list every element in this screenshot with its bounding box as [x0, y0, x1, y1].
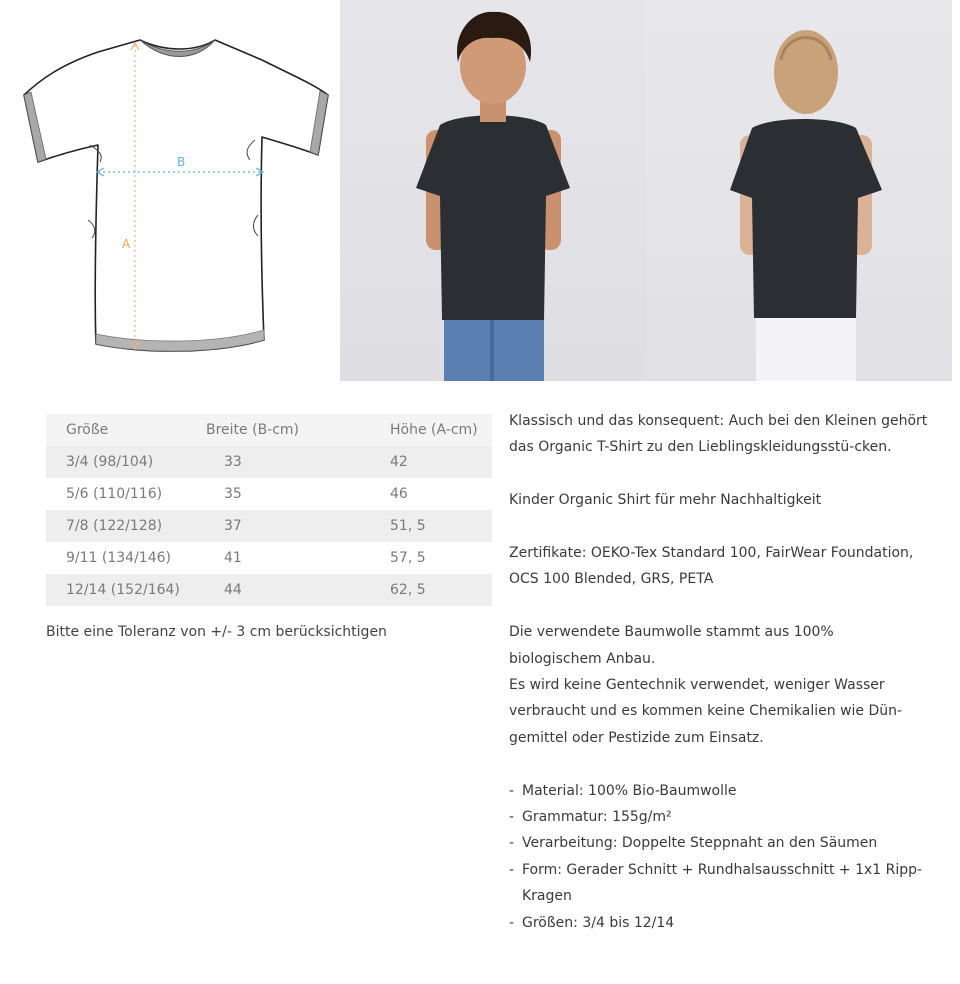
- child-back-figure: [646, 0, 952, 381]
- cell-width: 35: [224, 486, 242, 502]
- header-height: Höhe (A-cm): [390, 414, 492, 446]
- fold-crease: [88, 140, 258, 238]
- cell-height: 62, 5: [390, 574, 492, 606]
- table-row: [46, 510, 492, 542]
- label-a: A: [122, 237, 131, 251]
- description-sustainability: Kinder Organic Shirt für mehr Nachhaltigkeit: [509, 492, 822, 509]
- child-front-figure: [340, 0, 646, 381]
- cell-width: 37: [206, 510, 390, 542]
- description-intro: Klassisch und das konsequent: Auch bei den Kleinen gehört das Organic T-Shirt zu den Lieblingskleidungsstü-cken.: [509, 413, 928, 456]
- spec-item: - Verarbeitung: Doppelte Steppnaht an den Säumen: [509, 830, 929, 856]
- spec-item: - Material: 100% Bio-Baumwolle: [509, 778, 929, 804]
- description-gentech: Es wird keine Gentechnik verwendet, weniger Wasser verbraucht und es kommen keine Chemikalien wie Dün-gemittel oder Pestizide zum Einsatz.: [509, 677, 903, 746]
- cell-height: 42: [390, 446, 492, 478]
- cell-size: 7/8 (122/128): [46, 510, 206, 542]
- description-cotton: Die verwendete Baumwolle stammt aus 100% biologischem Anbau.: [509, 624, 834, 667]
- cell-width: 44: [206, 574, 390, 606]
- description-certificates: Zertifikate: OEKO-Tex Standard 100, FairWear Foundation, OCS 100 Blended, GRS, PETA: [509, 545, 914, 588]
- cell-width: 41: [224, 550, 242, 566]
- spec-item: - Größen: 3/4 bis 12/14: [509, 910, 929, 936]
- cell-size: 3/4 (98/104): [46, 446, 206, 478]
- spec-list: [509, 778, 929, 936]
- table-row: [46, 574, 492, 606]
- cell-size: 9/11 (134/146): [66, 550, 171, 566]
- table-header-row: [46, 414, 492, 446]
- cell-height: 46: [390, 486, 408, 502]
- cell-height: 57, 5: [390, 550, 426, 566]
- cell-size: 5/6 (110/116): [66, 486, 163, 502]
- cell-size: 12/14 (152/164): [46, 574, 206, 606]
- tshirt-measurement-diagram: [0, 0, 340, 380]
- product-photos: [340, 0, 952, 381]
- size-table: [46, 414, 492, 606]
- photo-back-view: [646, 0, 952, 381]
- table-row: [46, 542, 492, 574]
- hem-band: [96, 330, 264, 351]
- spec-item: - Grammatur: 155g/m²: [509, 804, 929, 830]
- product-description: [509, 408, 929, 936]
- tolerance-note: Bitte eine Toleranz von +/- 3 cm berücksichtigen: [46, 624, 387, 640]
- table-row: [46, 446, 492, 478]
- header-width: Breite (B-cm): [206, 414, 390, 446]
- cell-height: 51, 5: [390, 510, 492, 542]
- right-cuff: [310, 91, 328, 155]
- table-row: [46, 478, 492, 510]
- tshirt-outline: [24, 40, 328, 351]
- spec-item: - Form: Gerader Schnitt + Rundhalsausschnitt + 1x1 Ripp-Kragen: [509, 857, 929, 910]
- header-size: Größe: [46, 414, 206, 446]
- cell-width: 33: [206, 446, 390, 478]
- label-b: B: [177, 155, 186, 169]
- photo-front-view: [340, 0, 646, 381]
